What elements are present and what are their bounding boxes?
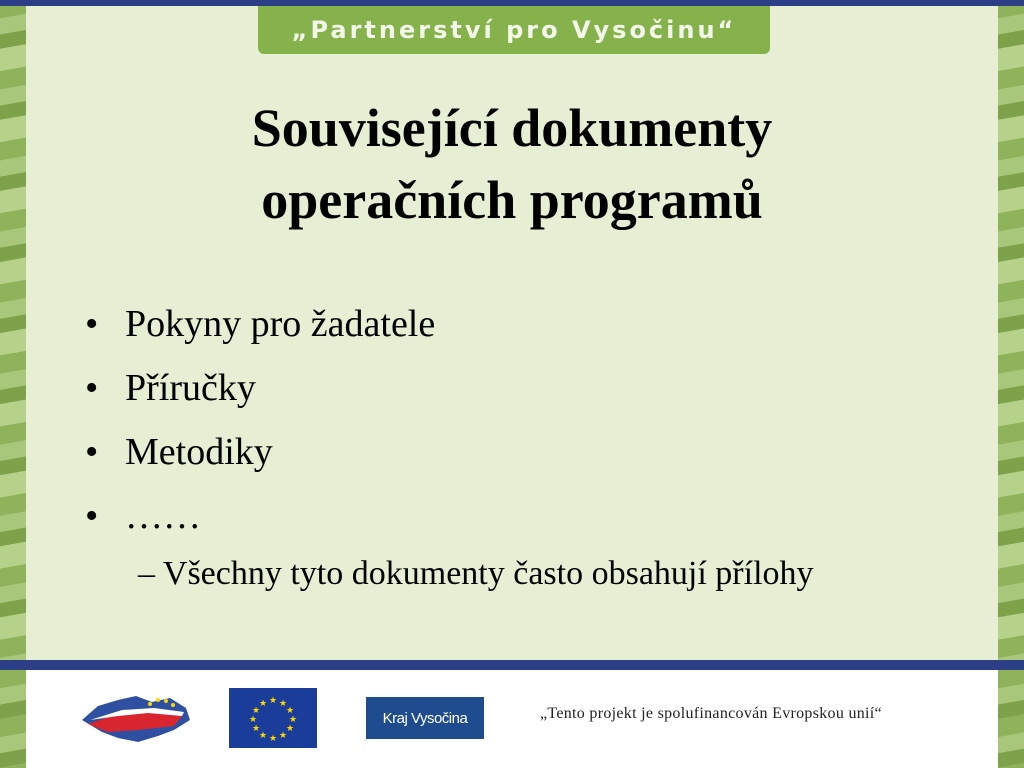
bullet-item: • ……	[85, 484, 435, 548]
svg-text:★: ★	[285, 724, 295, 734]
svg-text:★: ★	[288, 715, 298, 725]
footer-right-border	[998, 670, 1024, 768]
czech-republic-map-logo	[78, 686, 194, 748]
svg-text:★: ★	[251, 724, 261, 734]
title-line-2: operačních programů	[261, 170, 763, 230]
slide-title	[26, 92, 998, 236]
kraj-vysocina-logo	[366, 697, 484, 739]
kraj-logo-text: Kraj Vysočina	[382, 709, 468, 727]
svg-text:★: ★	[258, 699, 268, 709]
header-tagline: „Partnerství pro Vysočinu“	[291, 16, 737, 44]
svg-text:★: ★	[251, 706, 261, 716]
bullet-item: • Příručky	[85, 356, 435, 420]
eu-flag-icon	[229, 688, 317, 748]
svg-text:★: ★	[268, 696, 278, 706]
right-leaf-border	[998, 0, 1024, 665]
left-leaf-border	[0, 0, 26, 665]
header-band	[258, 6, 770, 54]
title-line-1: Související dokumenty	[251, 98, 773, 158]
svg-text:★: ★	[285, 706, 295, 716]
svg-text:★: ★	[278, 731, 288, 741]
svg-text:★: ★	[268, 734, 278, 744]
bullet-item: • Pokyny pro žadatele	[85, 292, 435, 356]
sub-bullet: – Všechny tyto dokumenty často obsahují přílohy	[138, 555, 814, 592]
bullet-list	[85, 292, 435, 548]
svg-text:★: ★	[248, 715, 258, 725]
svg-text:★: ★	[278, 699, 288, 709]
cofinancing-note: „Tento projekt je spolufinancován Evropskou unií“	[540, 705, 882, 722]
svg-text:★: ★	[258, 731, 268, 741]
bottom-rule	[0, 660, 1024, 670]
footer-left-border	[0, 670, 26, 768]
bullet-item: • Metodiky	[85, 420, 435, 484]
